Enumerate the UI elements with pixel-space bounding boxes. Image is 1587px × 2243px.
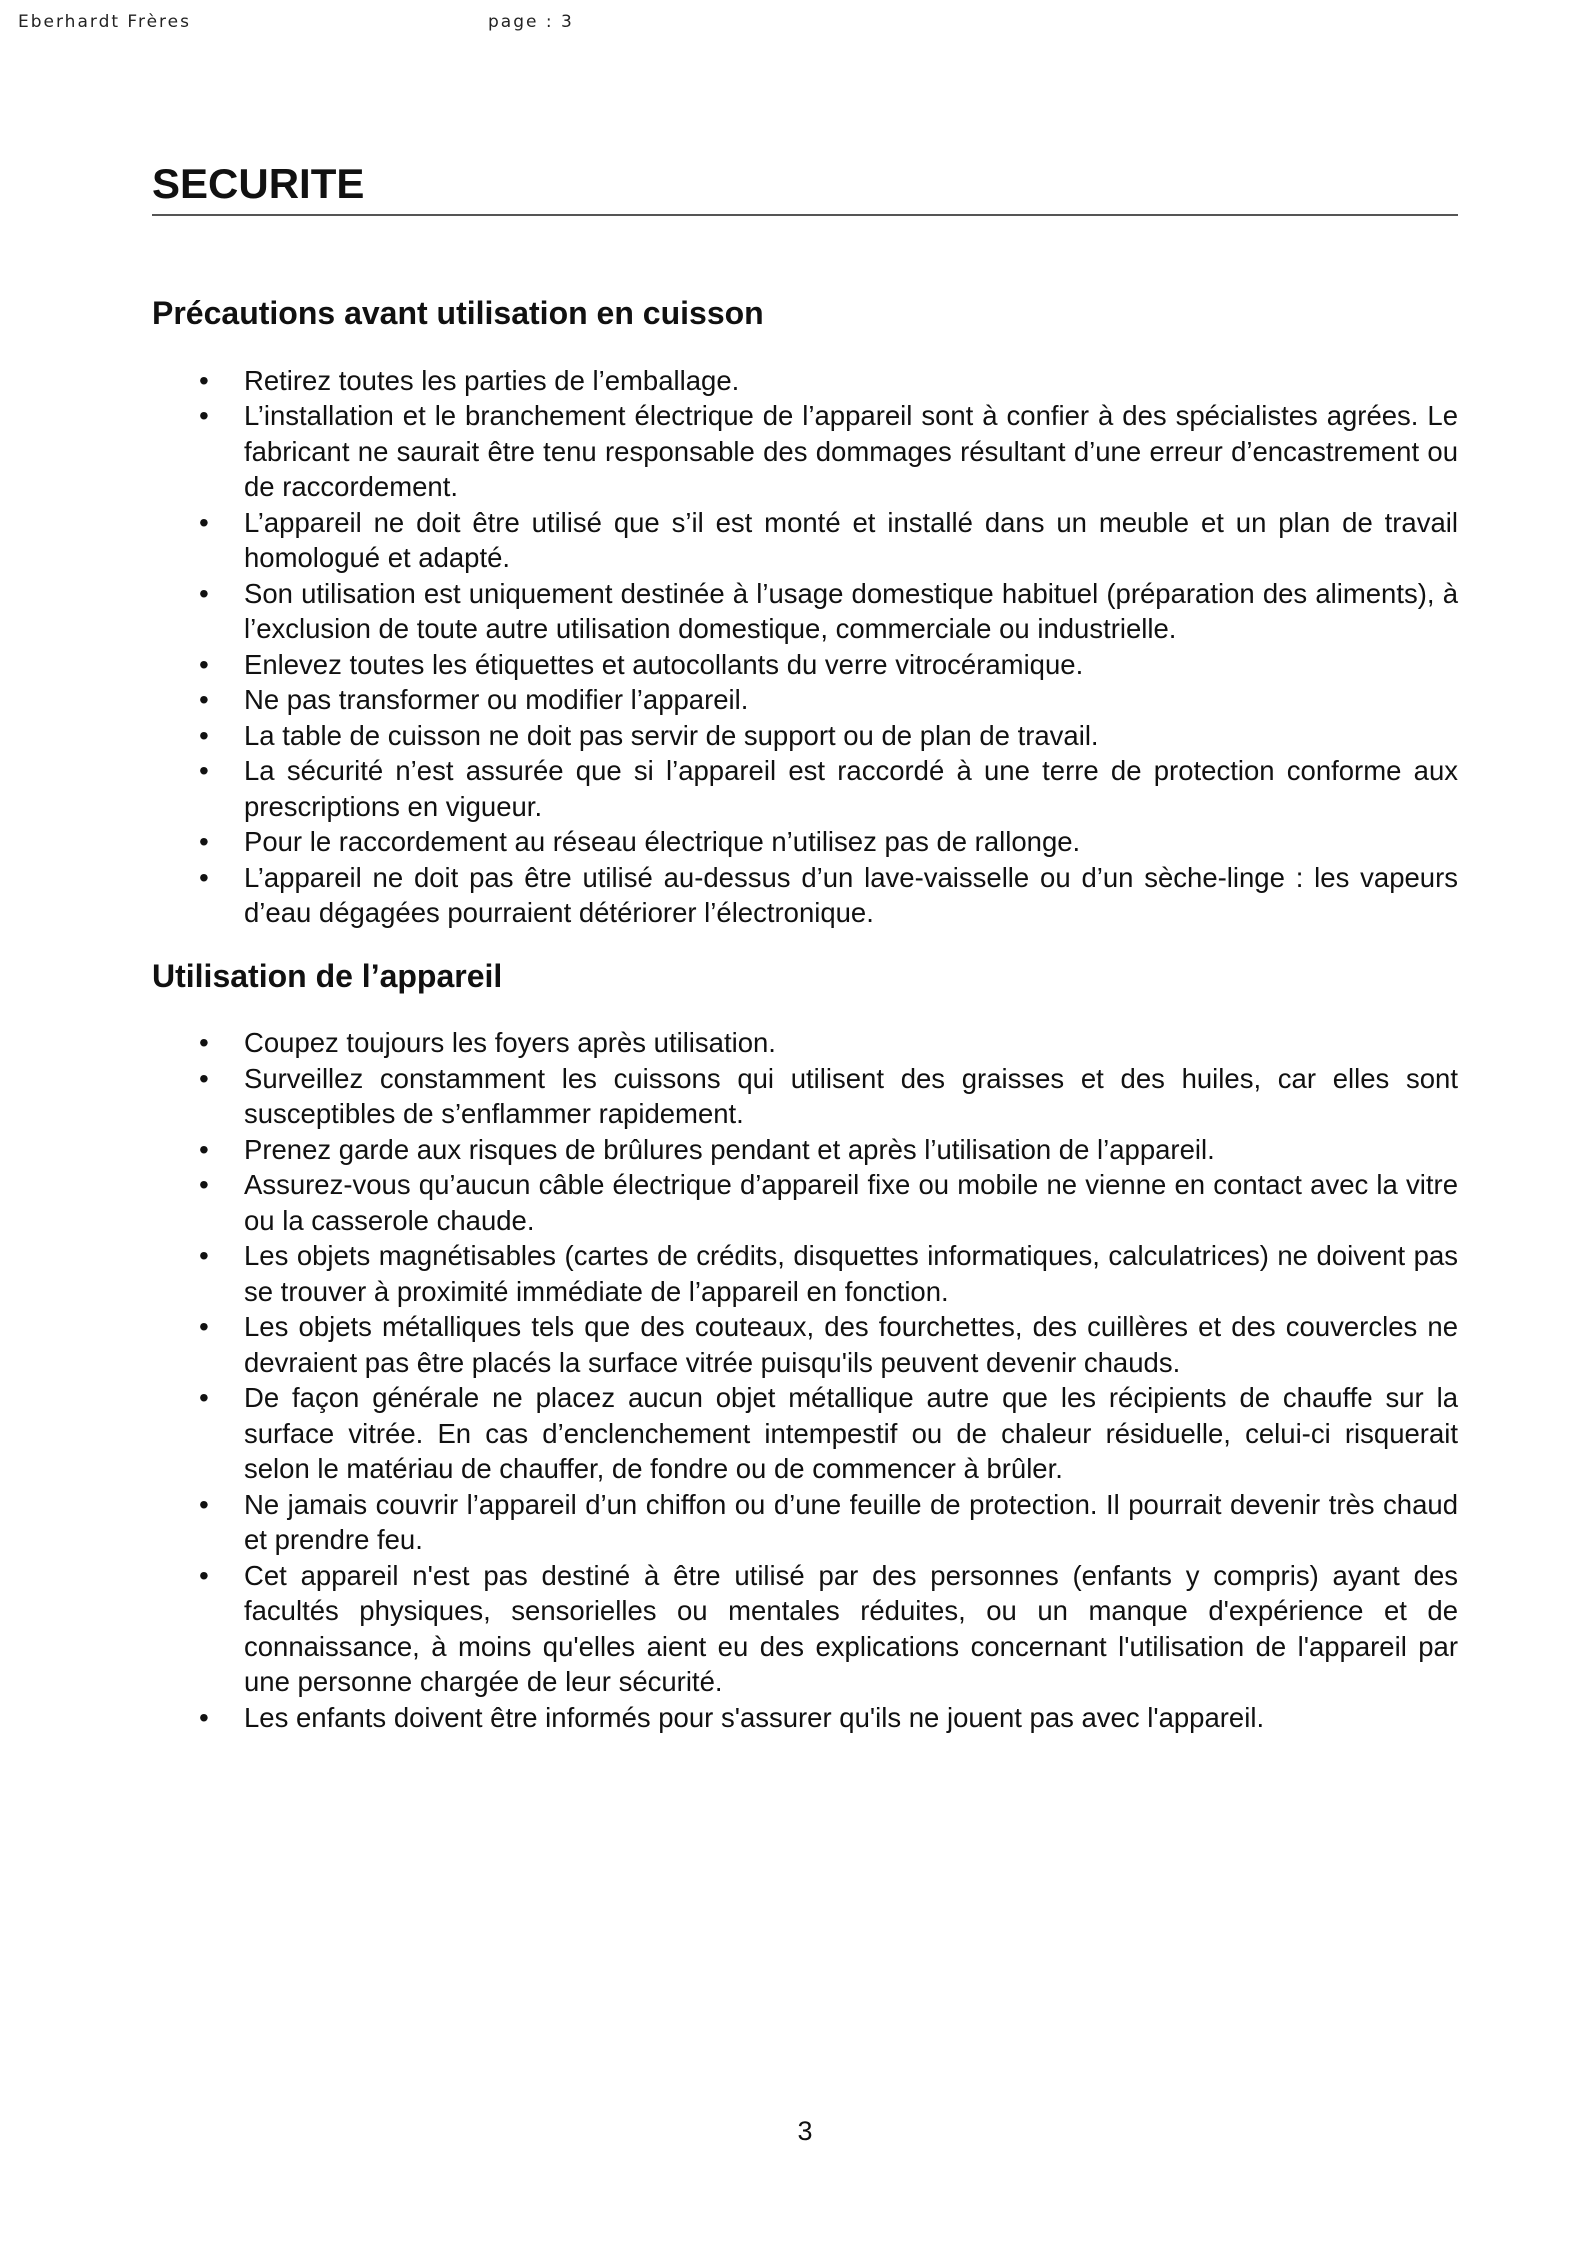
list-item: • Pour le raccordement au réseau électrique n’utilisez pas de rallonge. (152, 824, 1458, 860)
list-item: • Les objets magnétisables (cartes de crédits, disquettes informatiques, calculatrices) ne doivent pas se trouver à proximité immédiate de l’appareil en fonction. (152, 1238, 1458, 1309)
page-title: SECURITE (152, 160, 1458, 216)
section-title-precautions: Précautions avant utilisation en cuisson (152, 295, 764, 332)
list-item: • La table de cuisson ne doit pas servir de support ou de plan de travail. (152, 718, 1458, 754)
list-item: • Cet appareil n'est pas destiné à être utilisé par des personnes (enfants y compris) ayant des facultés physiques, sensorielles ou mentales réduites, ou un manque d'expérience et de connaissance, à moins qu'elles aient eu des explications concernant l'utilisation de l'appareil par une personne chargée de leur sécurité. (152, 1558, 1458, 1700)
precautions-list (152, 363, 1458, 931)
list-item: • L’appareil ne doit être utilisé que s’il est monté et installé dans un meuble et un plan de travail homologué et adapté. (152, 505, 1458, 576)
list-item: • L’installation et le branchement électrique de l’appareil sont à confier à des spécialistes agrées. Le fabricant ne saurait être tenu responsable des dommages résultant d’une erreur d’encastrement ou de raccordement. (152, 398, 1458, 505)
list-item: • Les enfants doivent être informés pour s'assurer qu'ils ne jouent pas avec l'appareil. (152, 1700, 1458, 1736)
list-item: • Retirez toutes les parties de l’emballage. (152, 363, 1458, 399)
header-company-name: Eberhardt Frères (18, 12, 191, 32)
list-item: • Ne pas transformer ou modifier l’appareil. (152, 682, 1458, 718)
section-title-utilisation: Utilisation de l’appareil (152, 957, 503, 994)
list-item: • De façon générale ne placez aucun objet métallique autre que les récipients de chauffe sur la surface vitrée. En cas d’enclenchement intempestif ou de chaleur résiduelle, celui-ci risquerait selon le matériau de chauffer, de fondre ou de commencer à brûler. (152, 1380, 1458, 1487)
header-page-label: page : 3 (488, 12, 574, 32)
list-item: • L’appareil ne doit pas être utilisé au-dessus d’un lave-vaisselle ou d’un sèche-linge : les vapeurs d’eau dégagées pourraient détériorer l’électronique. (152, 860, 1458, 931)
page-number: 3 (797, 2116, 813, 2146)
list-item: • Coupez toujours les foyers après utilisation. (152, 1025, 1458, 1061)
list-item: • La sécurité n’est assurée que si l’appareil est raccordé à une terre de protection conforme aux prescriptions en vigueur. (152, 753, 1458, 824)
list-item: • Assurez-vous qu’aucun câble électrique d’appareil fixe ou mobile ne vienne en contact avec la vitre ou la casserole chaude. (152, 1167, 1458, 1238)
list-item: • Les objets métalliques tels que des couteaux, des fourchettes, des cuillères et des couvercles ne devraient pas être placés la surface vitrée puisqu'ils peuvent devenir chauds. (152, 1309, 1458, 1380)
list-item: • Son utilisation est uniquement destinée à l’usage domestique habituel (préparation des aliments), à l’exclusion de toute autre utilisation domestique, commerciale ou industrielle. (152, 576, 1458, 647)
utilisation-list (152, 1025, 1458, 1735)
list-item: • Ne jamais couvrir l’appareil d’un chiffon ou d’une feuille de protection. Il pourrait devenir très chaud et prendre feu. (152, 1487, 1458, 1558)
running-header (18, 12, 718, 36)
list-item: • Enlevez toutes les étiquettes et autocollants du verre vitrocéramique. (152, 647, 1458, 683)
list-item: • Prenez garde aux risques de brûlures pendant et après l’utilisation de l’appareil. (152, 1132, 1458, 1168)
page-content (152, 160, 1458, 1735)
list-item: • Surveillez constamment les cuissons qui utilisent des graisses et des huiles, car elles sont susceptibles de s’enflammer rapidement. (152, 1061, 1458, 1132)
